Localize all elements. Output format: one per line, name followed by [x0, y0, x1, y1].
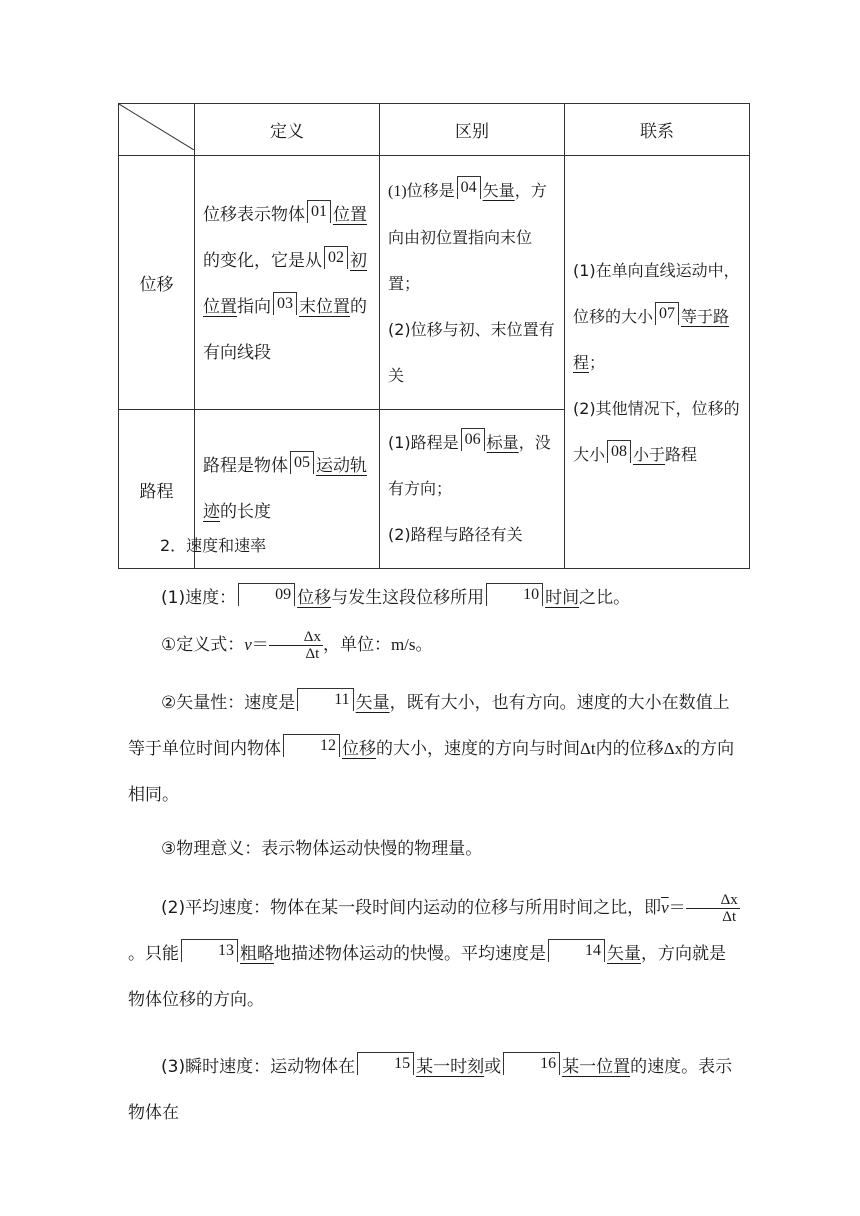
- blank-number: 16: [503, 1052, 560, 1075]
- blank-number: 08: [607, 440, 631, 463]
- blank-number: 15: [357, 1052, 414, 1075]
- blank-number: 14: [548, 939, 605, 962]
- answer: 矢量: [355, 693, 390, 713]
- row-label-displacement: 位移: [119, 156, 195, 410]
- distance-difference: (1)路程是 06 标量，没有方向； (2)路程与路径有关: [380, 410, 565, 569]
- row-label-distance: 路程: [119, 410, 195, 569]
- paragraph-average-velocity: (2)平均速度：物体在某一段时间内运动的位移与所用时间之比，即$\overline{v}=$ $\frac{\Delta x}{\Delta t}$ 。只能 13 粗略地描述物体运动的快慢。平均速度是 14 矢量，方向就是物体位移的方向。: [128, 891, 738, 1010]
- header-relation: 联系: [565, 104, 750, 156]
- paragraph-definition-formula: ①定义式：v＝ $\frac{\Delta x}{\Delta t}$ ，单位：m/s。: [161, 628, 433, 662]
- answer: 位置: [333, 204, 367, 225]
- section-title: 2．速度和速率: [160, 536, 267, 555]
- blank-number: 12: [283, 734, 340, 757]
- paragraph-vector-property: ②矢量性：速度是 11 矢量，既有大小，也有方向。速度的大小在数值上等于单位时间内物体 12 位移的大小，速度的方向与时间Δt内的位移Δx的方向相同。: [128, 680, 740, 818]
- velocity-fraction: $\frac{\Delta x}{\Delta t}$: [269, 629, 323, 662]
- answer: 时间: [545, 588, 580, 608]
- blank-number: 09: [238, 583, 295, 606]
- blank-number: 02: [324, 246, 348, 269]
- answer: 运动轨迹: [203, 456, 367, 522]
- answer: 某一时刻: [416, 1057, 485, 1077]
- answer: 标量: [486, 433, 519, 452]
- answer: 位移: [342, 739, 376, 759]
- paragraph-instantaneous-velocity: (3)瞬时速度：运动物体在 15 某一时刻或 16 某一位置的速度。表示物体在: [128, 1044, 740, 1136]
- answer: 矢量: [607, 944, 641, 964]
- displacement-definition: 位移表示物体 01 位置的变化，它是从 02 初位置指向 03 末位置的有向线段: [195, 156, 380, 410]
- answer: 等于: [681, 307, 714, 326]
- answer: 末位置: [299, 296, 350, 317]
- blank-number: 13: [181, 939, 238, 962]
- answer: 粗略: [240, 944, 274, 964]
- diagonal-line: [119, 104, 194, 150]
- answer: 初位置: [203, 250, 367, 317]
- blank-number: 07: [655, 302, 679, 325]
- paragraph-physical-meaning: ③物理意义：表示物体运动快慢的物理量。: [161, 839, 483, 859]
- average-velocity-fraction: $\frac{\Delta x}{\Delta t}$: [686, 892, 740, 925]
- answer: 某一位置: [562, 1057, 631, 1077]
- diagonal-header-cell: [119, 104, 195, 156]
- blank-number: 11: [297, 688, 353, 711]
- comparison-table: [118, 103, 750, 569]
- relation-cell: (1)在单向直线运动中，位移的大小 07 等于路程； (2)其他情况下，位移的大小 08 小于路程: [565, 156, 750, 569]
- displacement-difference: (1)位移是 04 矢量，方向由初位置指向末位置； (2)位移与初、末位置有关: [380, 156, 565, 410]
- blank-number: 03: [273, 292, 297, 315]
- header-definition: 定义: [195, 104, 380, 156]
- answer: 小于: [633, 445, 666, 464]
- header-difference: 区别: [380, 104, 565, 156]
- paragraph-velocity: (1)速度： 09 位移与发生这段位移所用 10 时间之比。: [128, 575, 738, 621]
- distance-definition: 路程是物体 05 运动轨迹的长度: [195, 410, 380, 569]
- answer: 位移: [297, 588, 332, 608]
- blank-number: 10: [486, 583, 543, 606]
- blank-number: 05: [290, 451, 314, 474]
- blank-number: 04: [457, 176, 481, 199]
- answer: 路程: [573, 307, 730, 372]
- blank-number: 06: [461, 428, 485, 451]
- answer: 矢量: [482, 181, 515, 200]
- blank-number: 01: [307, 200, 331, 223]
